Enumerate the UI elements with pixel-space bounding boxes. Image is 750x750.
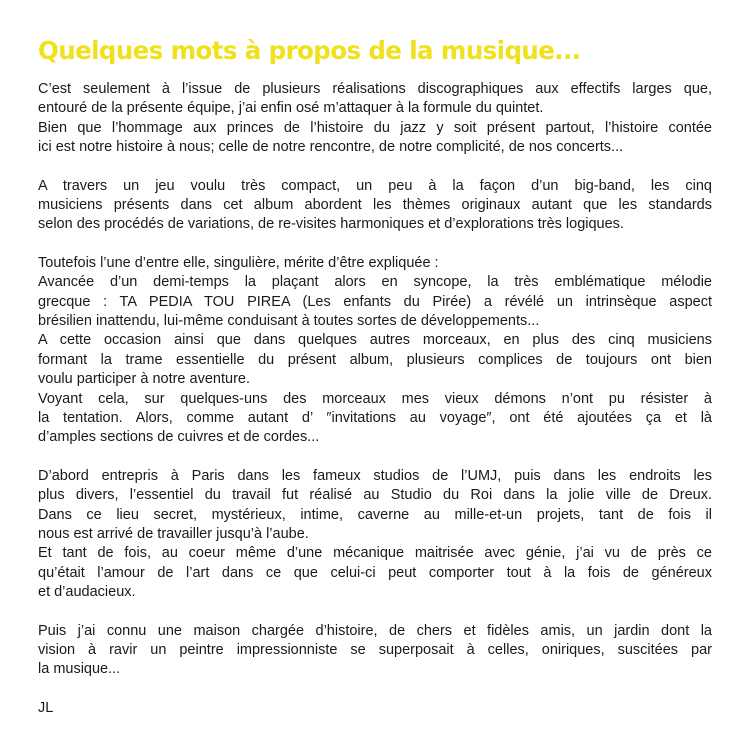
text-line: Dans ce lieu secret, mystérieux, intime, caverne au mille-et-un projets, tant de fois il bbox=[38, 506, 712, 523]
text-line: Voyant cela, sur quelques-uns des morceaux mes vieux démons n’ont pu résister à bbox=[38, 390, 712, 407]
page-title: Quelques mots à propos de la musique... bbox=[38, 36, 581, 65]
paragraph-1 bbox=[38, 80, 712, 157]
text-line: d’amples sections de cuivres et de cordes... bbox=[38, 429, 320, 446]
text-line: plus divers, l’essentiel du travail fut réalisé au Studio du Roi dans la jolie ville de Dreux. bbox=[38, 487, 712, 504]
text-line: la musique... bbox=[38, 661, 121, 678]
text-line: A cette occasion ainsi que dans quelques autres morceaux, en plus des cinq musiciens bbox=[38, 332, 712, 349]
text-line: entouré de la présente équipe, j’ai enfin osé m’attaquer à la formule du quintet. bbox=[38, 100, 544, 117]
signature: JL bbox=[38, 700, 54, 716]
text-line: Avancée d’un demi-temps la plaçant alors en syncope, la très emblématique mélodie bbox=[38, 274, 712, 291]
text-line: C’est seulement à l’issue de plusieurs réalisations discographiques aux effectifs larges que, bbox=[38, 81, 712, 97]
text-line: Bien que l’hommage aux princes de l’histoire du jazz y soit présent partout, l’histoire contée bbox=[38, 119, 712, 136]
paragraph-4 bbox=[38, 467, 712, 602]
text-line: selon des procédés de variations, de re-visites harmoniques et d’explorations très logiques. bbox=[38, 216, 624, 233]
text-line: musiciens présents dans cet album abordent les thèmes originaux autant que les standards bbox=[38, 197, 712, 214]
text-line: voulu participer à notre aventure. bbox=[38, 371, 250, 388]
paragraph-3 bbox=[38, 254, 712, 447]
text-line: Puis j’ai connu une maison chargée d’histoire, de chers et fidèles amis, un jardin dont la bbox=[38, 622, 712, 639]
text-line: ici est notre histoire à nous; celle de notre rencontre, de notre complicité, de nos concerts... bbox=[38, 139, 624, 156]
text-line: formant la trame essentielle du présent album, plusieurs complices de toujours ont bien bbox=[38, 351, 712, 368]
text-line: vision à ravir un peintre impressionniste se superposait à celles, oniriques, suscitées par bbox=[38, 641, 712, 658]
text-line: D’abord entrepris à Paris dans les fameux studios de l’UMJ, puis dans les endroits les bbox=[38, 467, 712, 484]
text-line: nous est arrivé de travailler jusqu’à l’aube. bbox=[38, 525, 309, 542]
document-page bbox=[38, 34, 712, 718]
text-line: brésilien inattendu, lui-même conduisant à toutes sortes de développements... bbox=[38, 313, 540, 330]
text-line: qu’était l’amour de l’art dans ce que celui-ci peut comporter tout à la fois de généreux bbox=[38, 564, 712, 581]
text-line: A travers un jeu voulu très compact, un peu à la façon d’un big-band, les cinq bbox=[38, 177, 712, 194]
text-line: grecque : TA PEDIA TOU PIREA (Les enfants du Pirée) a révélé un intrinsèque aspect bbox=[38, 293, 712, 310]
text-line: Et tant de fois, au coeur même d’une mécanique maitrisée avec génie, j’ai vu de près ce bbox=[38, 545, 712, 562]
text-line: et d’audacieux. bbox=[38, 583, 136, 600]
paragraph-5 bbox=[38, 622, 712, 680]
document-body bbox=[38, 80, 712, 718]
text-line: la tentation. Alors, comme autant d’ ″invitations au voyage″, ont été ajoutées ça et là bbox=[38, 409, 712, 426]
text-line: Toutefois l’une d’entre elle, singulière, mérite d’être expliquée : bbox=[38, 255, 439, 272]
paragraph-2 bbox=[38, 177, 712, 235]
